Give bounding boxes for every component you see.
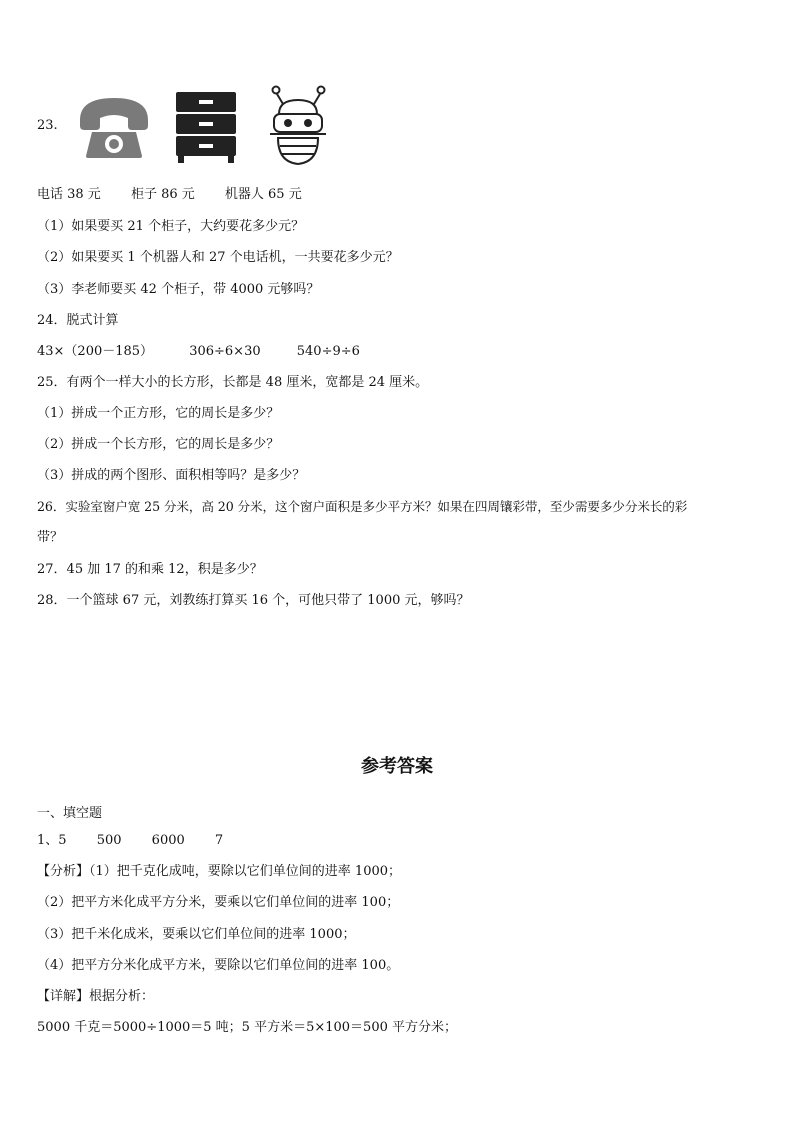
detail-label: 【详解】 xyxy=(37,989,90,1004)
q25-sub2: （2）拼成一个长方形，它的周长是多少？ xyxy=(37,437,280,452)
price-list xyxy=(37,186,764,204)
analysis-line-1 xyxy=(37,863,764,881)
robot-price: 机器人 65 元 xyxy=(224,187,302,202)
q25-stem: 25．有两个一样大小的长方形，长都是 48 厘米，宽都是 24 厘米。 xyxy=(37,375,429,390)
q27-text: 27．45 加 17 的和乘 12，积是多少？ xyxy=(37,562,263,577)
q26-line2: 带？ xyxy=(37,530,64,545)
expression-2: 306÷6×30 xyxy=(189,344,261,359)
q28-text: 28．一个篮球 67 元，刘教练打算买 16 个，可他只带了 1000 元，够吗？ xyxy=(37,593,470,608)
q24-expressions xyxy=(37,343,764,361)
analysis-line-4: （4）把平方分米化成平方米，要除以它们单位间的进率 100。 xyxy=(37,958,400,973)
analysis-label: 【分析】 xyxy=(37,864,90,879)
telephone-price: 电话 38 元 xyxy=(37,187,101,202)
detail-text: 根据分析： xyxy=(89,989,155,1004)
cabinet-icon xyxy=(174,90,238,164)
answer-1-value-4: 7 xyxy=(214,833,224,848)
q23-sub1: （1）如果要买 21 个柜子，大约要花多少元？ xyxy=(37,219,305,234)
answers-title: 参考答案 xyxy=(361,756,433,777)
answer-1 xyxy=(37,832,764,850)
q25-sub1: （1）拼成一个正方形，它的周长是多少？ xyxy=(37,406,280,421)
q24-title: 24．脱式计算 xyxy=(37,313,119,328)
q25-sub3: （3）拼成的两个图形、面积相等吗？是多少？ xyxy=(37,468,306,483)
cabinet-price: 柜子 86 元 xyxy=(130,187,195,202)
answer-1-label: 1、 xyxy=(37,833,59,848)
telephone-icon xyxy=(76,92,152,160)
q26-line1: 26．实验室窗户宽 25 分米，高 20 分米，这个窗户面积是多少平方米？如果在四周镶彩带，至少需要多少分米长的彩 xyxy=(37,499,688,514)
expression-1: 43×（200－185） xyxy=(37,344,154,359)
analysis-line-3: （3）把千米化成米，要乘以它们单位间的进率 1000； xyxy=(37,927,356,942)
robot-icon xyxy=(266,84,330,170)
analysis-line-2: （2）把平方米化成平方分米，要乘以它们单位间的进率 100； xyxy=(37,895,400,910)
answer-1-value-1: 5 xyxy=(58,833,67,848)
q23-sub3: （3）李老师要买 42 个柜子，带 4000 元够吗？ xyxy=(37,282,320,297)
detail-line xyxy=(37,988,764,1006)
answers-section-title: 一、填空题 xyxy=(37,806,103,821)
expression-3: 540÷9÷6 xyxy=(296,344,360,359)
analysis-text-1: （1）把千克化成吨，要除以它们单位间的进率 1000； xyxy=(89,864,402,879)
answer-1-value-3: 6000 xyxy=(151,833,185,848)
q23-sub2: （2）如果要买 1 个机器人和 27 个电话机，一共要花多少元？ xyxy=(37,250,399,265)
calculation-line: 5000 千克＝5000÷1000＝5 吨；5 平方米＝5×100＝500 平方分米； xyxy=(37,1020,458,1035)
question-number-23: 23. xyxy=(37,118,58,133)
answer-1-value-2: 500 xyxy=(96,833,122,848)
